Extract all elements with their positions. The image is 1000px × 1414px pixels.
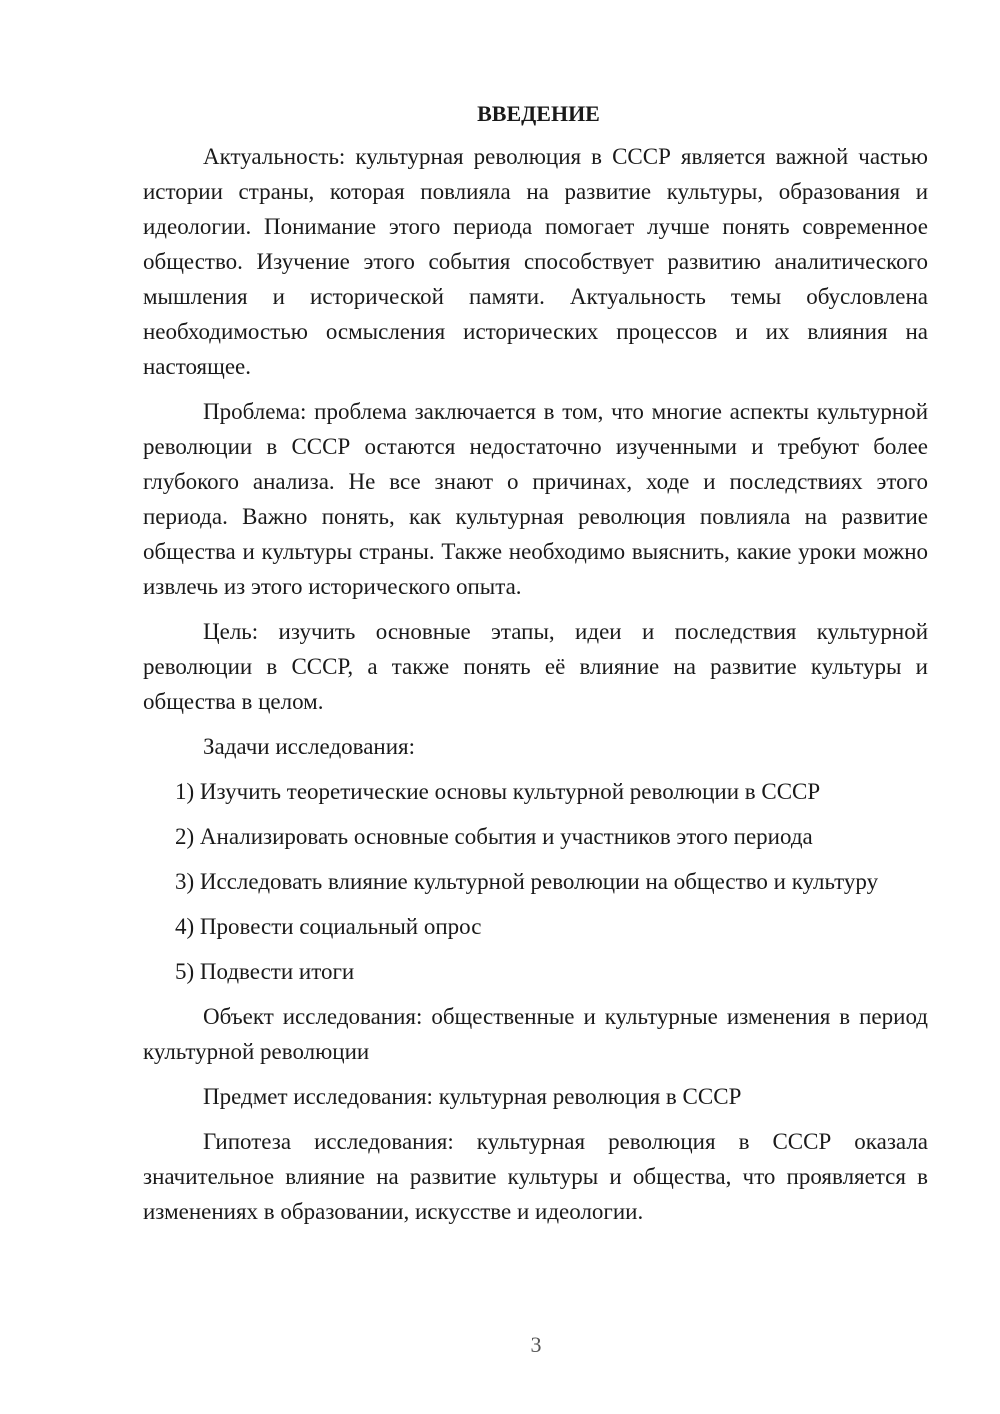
paragraph-goal: Цель: изучить основные этапы, идеи и последствия культурной революции в СССР, а также понять её влияние на развитие культуры и общества в целом. — [143, 619, 928, 714]
paragraph-subject: Предмет исследования: культурная революция в СССР — [203, 1084, 742, 1109]
document-page — [143, 96, 928, 1239]
paragraph-object: Объект исследования: общественные и культурные изменения в период культурной революции — [143, 1004, 928, 1064]
paragraph-relevance: Актуальность: культурная революция в СССР является важной частью истории страны, которая повлияла на развитие культуры, образования и идеологии. Понимание этого периода помогает лучше понять современное общество. Изучение этого события способствует развитию аналитического мышления и исторической памяти. Актуальность темы обусловлена необходимостью осмысления исторических процессов и их влияния на настоящее. — [143, 144, 928, 379]
task-item: 2) Анализировать основные события и участников этого периода — [175, 824, 813, 849]
task-item: 1) Изучить теоретические основы культурной революции в СССР — [175, 779, 821, 804]
task-item: 5) Подвести итоги — [175, 959, 355, 984]
task-item: 3) Исследовать влияние культурной революции на общество и культуру — [175, 869, 879, 894]
page-number: 3 — [530, 1332, 542, 1357]
paragraph-problem: Проблема: проблема заключается в том, что многие аспекты культурной революции в СССР остаются недостаточно изученными и требуют более глубокого анализа. Не все знают о причинах, ходе и последствиях этого периода. Важно понять, как культурная революция повлияла на развитие общества и культуры страны. Также необходимо выяснить, какие уроки можно извлечь из этого исторического опыта. — [143, 399, 928, 599]
section-title: ВВЕДЕНИЕ — [477, 101, 600, 126]
paragraph-hypothesis: Гипотеза исследования: культурная революция в СССР оказала значительное влияние на развитие культуры и общества, что проявляется в изменениях в образовании, искусстве и идеологии. — [143, 1129, 928, 1224]
tasks-list — [143, 774, 928, 989]
task-item: 4) Провести социальный опрос — [175, 914, 482, 939]
tasks-heading: Задачи исследования: — [203, 734, 416, 759]
